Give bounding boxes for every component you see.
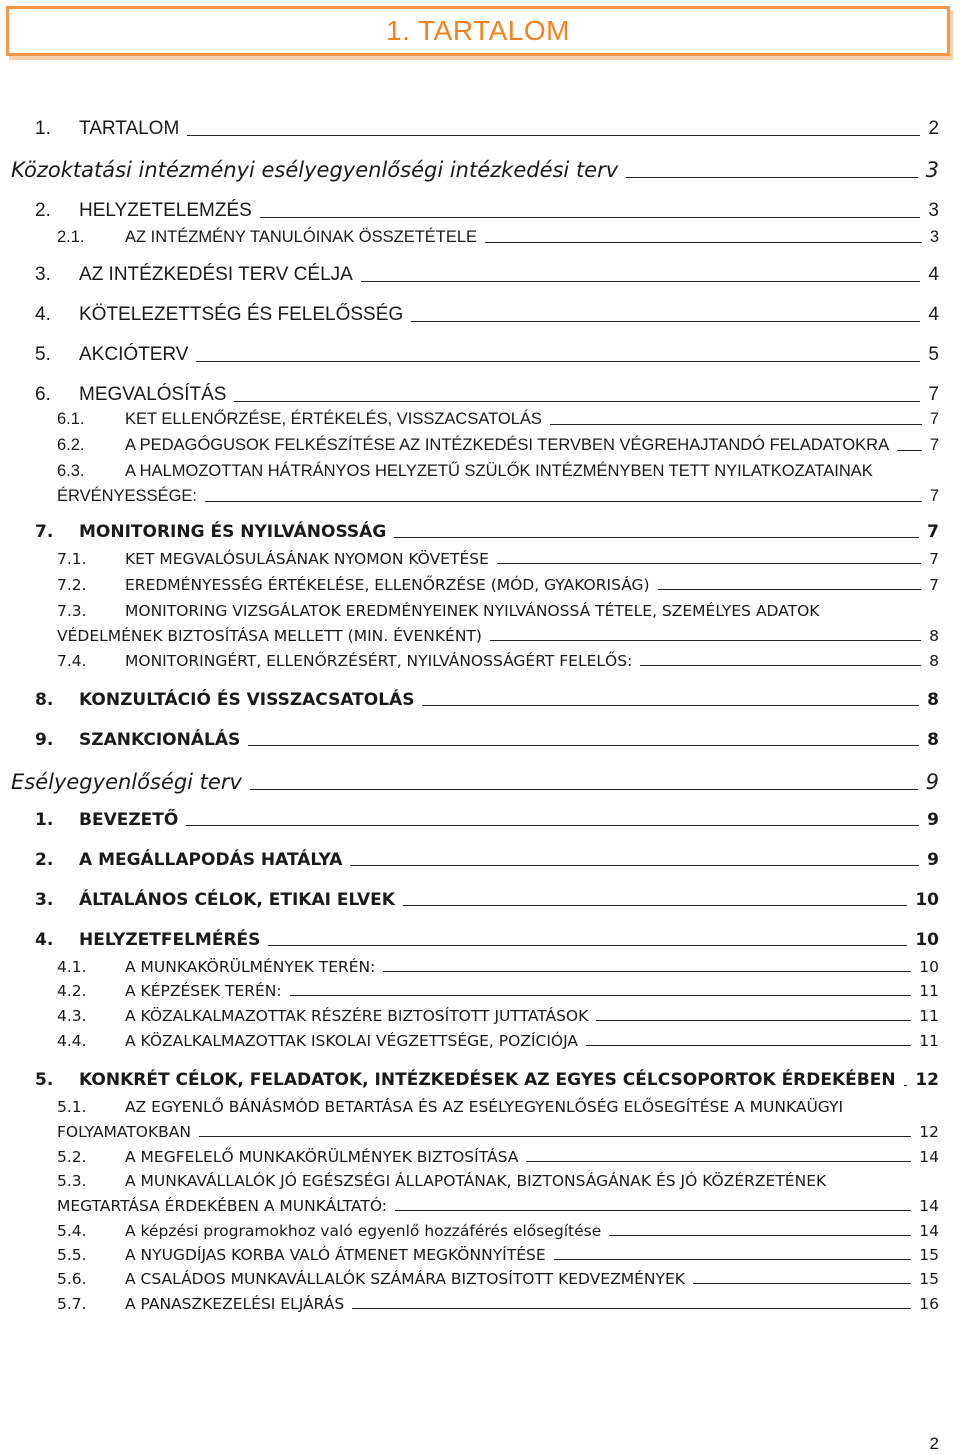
toc-page-number: 4	[928, 264, 939, 285]
toc-leader-line	[497, 563, 921, 564]
toc-leader-line	[626, 177, 917, 178]
toc-page-number: 2	[928, 118, 939, 139]
toc-entry[interactable]	[0, 930, 960, 950]
toc-entry[interactable]	[0, 958, 960, 976]
toc-entry[interactable]	[0, 982, 960, 1000]
toc-entry-title-continued: MEGTARTÁSA ÉRDEKÉBEN A MUNKÁLTATÓ:	[57, 1197, 387, 1215]
toc-page-number: 8	[927, 730, 939, 750]
toc-entry-number: 7.1.	[57, 550, 87, 568]
toc-page-number: 14	[919, 1222, 939, 1240]
toc-entry-number: 2.1.	[57, 228, 85, 246]
toc-page-number: 7	[927, 522, 939, 542]
toc-page-number: 5	[928, 344, 939, 365]
toc-entry[interactable]	[0, 304, 960, 326]
toc-page-number: 10	[915, 890, 939, 910]
toc-page-number: 8	[929, 652, 939, 670]
toc-entry[interactable]	[0, 850, 960, 870]
toc-leader-line	[596, 1020, 911, 1021]
toc-page-number: 7	[929, 550, 939, 568]
toc-entry-number: 5.7.	[57, 1295, 87, 1313]
toc-entry-title: AZ INTÉZMÉNY TANULÓINAK ÖSSZETÉTELE	[125, 228, 478, 246]
page-number: 2	[929, 1434, 939, 1453]
toc-leader-line	[205, 501, 922, 502]
toc-page-number: 12	[915, 1070, 939, 1090]
toc-entry[interactable]	[0, 200, 960, 222]
toc-entry-number: 5.1.	[57, 1098, 87, 1116]
toc-entry[interactable]	[0, 890, 960, 910]
toc-leader-line	[422, 705, 919, 706]
toc-entry-line2[interactable]	[0, 1123, 960, 1141]
toc-entry-title: HELYZETELEMZÉS	[79, 200, 252, 221]
toc-leader-line	[234, 401, 920, 402]
toc-entry-title: A HALMOZOTTAN HÁTRÁNYOS HELYZETŰ SZÜLŐK INTÉZMÉNYBEN TETT NYILATKOZATAINAK	[125, 462, 873, 480]
toc-entry-title: HELYZETFELMÉRÉS	[79, 930, 261, 950]
toc-entry-title: A CSALÁDOS MUNKAVÁLLALÓK SZÁMÁRA BIZTOSÍTOTT KEDVEZMÉNYEK	[125, 1270, 685, 1288]
toc-leader-line	[897, 450, 922, 451]
toc-entry-line2[interactable]	[0, 627, 960, 645]
toc-entry-number: 6.2.	[57, 436, 85, 454]
toc-leader-line	[250, 789, 918, 790]
toc-entry-number: 2.	[35, 850, 54, 870]
toc-page-number: 15	[919, 1270, 939, 1288]
toc-entry[interactable]	[0, 264, 960, 286]
toc-page-number: 7	[929, 487, 939, 505]
toc-entry-number: 5.5.	[57, 1246, 87, 1264]
toc-entry-title: KONKRÉT CÉLOK, FELADATOK, INTÉZKEDÉSEK AZ EGYES CÉLCSOPORTOK ÉRDEKÉBEN	[79, 1070, 896, 1090]
toc-section-heading[interactable]	[0, 770, 960, 794]
toc-entry-number: 2.	[35, 200, 51, 221]
toc-entry-title: A MUNKAKÖRÜLMÉNYEK TERÉN:	[125, 958, 376, 976]
toc-entry-title: A MUNKAVÁLLALÓK JÓ EGÉSZSÉGI ÁLLAPOTÁNAK, BIZTONSÁGÁNAK ÉS JÓ KÖZÉRZETÉNEK	[125, 1172, 827, 1190]
toc-page-number: 9	[925, 770, 939, 794]
toc-page-number: 7	[929, 410, 939, 428]
toc-entry[interactable]	[0, 730, 960, 750]
toc-entry-number: 5.6.	[57, 1270, 87, 1288]
toc-entry-title: KONZULTÁCIÓ ÉS VISSZACSATOLÁS	[79, 690, 415, 710]
toc-entry-title: MONITORINGÉRT, ELLENŐRZÉSÉRT, NYILVÁNOSSÁGÉRT FELELŐS:	[125, 652, 633, 670]
toc-entry[interactable]	[0, 1070, 960, 1090]
toc-entry-number: 4.2.	[57, 982, 87, 1000]
toc-leader-line	[485, 242, 922, 243]
toc-entry-number: 3.	[35, 890, 54, 910]
toc-entry-title: A NYUGDÍJAS KORBA VALÓ ÁTMENET MEGKÖNNYÍTÉSE	[125, 1246, 546, 1264]
toc-leader-line	[290, 995, 912, 996]
toc-entry-number: 9.	[35, 730, 54, 750]
toc-entry[interactable]	[0, 1270, 960, 1288]
toc-page-number: 3	[928, 200, 939, 221]
toc-leader-line	[693, 1283, 911, 1284]
toc-page-number: 11	[919, 982, 939, 1000]
toc-entry-title: ÁLTALÁNOS CÉLOK, ETIKAI ELVEK	[79, 890, 395, 910]
toc-entry-title: MEGVALÓSÍTÁS	[79, 384, 227, 405]
toc-entry[interactable]	[0, 228, 960, 247]
toc-page-number: 11	[919, 1007, 939, 1025]
toc-entry[interactable]	[0, 344, 960, 366]
toc-entry-number: 7.3.	[57, 602, 87, 620]
toc-page-number: 3	[929, 228, 939, 246]
toc-leader-line	[394, 537, 919, 538]
toc-entry-number: 7.	[35, 522, 54, 542]
toc-leader-line	[658, 589, 922, 590]
toc-entry-title: EREDMÉNYESSÉG ÉRTÉKELÉSE, ELLENŐRZÉSE (MÓD, GYAKORISÁG)	[125, 576, 650, 594]
toc-page-number: 7	[928, 384, 939, 405]
toc-leader-line	[187, 135, 920, 136]
toc-entry[interactable]	[0, 1148, 960, 1166]
toc-entry-line2[interactable]	[0, 1197, 960, 1215]
toc-page-number: 9	[927, 850, 939, 870]
toc-entry[interactable]	[0, 690, 960, 710]
toc-entry-title: A MEGÁLLAPODÁS HATÁLYA	[79, 850, 343, 870]
toc-entry-number: 4.1.	[57, 958, 87, 976]
toc-entry-title: AZ EGYENLŐ BÁNÁSMÓD BETARTÁSA ÉS AZ ESÉLYEGYENLŐSÉG ELŐSEGÍTÉSE A MUNKAÜGYI	[125, 1098, 844, 1116]
toc-entry[interactable]	[0, 1032, 960, 1050]
toc-page-number: 9	[927, 810, 939, 830]
header-box	[6, 6, 950, 56]
toc-page-number: 15	[919, 1246, 939, 1264]
toc-leader-line	[609, 1235, 911, 1236]
toc-leader-line	[186, 825, 919, 826]
toc-entry-number: 5.2.	[57, 1148, 87, 1166]
toc-leader-line	[268, 945, 907, 946]
toc-entry-number: 3.	[35, 264, 51, 285]
toc-entry-title-continued: ÉRVÉNYESSÉGE:	[57, 487, 198, 505]
toc-page-number: 16	[919, 1295, 939, 1313]
toc-entry-number: 4.	[35, 930, 54, 950]
toc-entry-title: A PEDAGÓGUSOK FELKÉSZÍTÉSE AZ INTÉZKEDÉSI TERVBEN VÉGREHAJTANDÓ FELADATOKRA	[125, 436, 890, 454]
toc-entry[interactable]	[0, 1222, 960, 1240]
toc-entry-title: A PANASZKEZELÉSI ELJÁRÁS	[125, 1295, 345, 1313]
toc-entry-line1[interactable]	[0, 1098, 960, 1116]
toc-leader-line	[550, 424, 922, 425]
toc-leader-line	[352, 1308, 911, 1309]
toc-entry[interactable]	[0, 810, 960, 830]
toc-entry-title: KÖTELEZETTSÉG ÉS FELELŐSSÉG	[79, 304, 404, 325]
toc-leader-line	[350, 865, 919, 866]
toc-leader-line	[526, 1161, 911, 1162]
toc-entry-title: AZ INTÉZKEDÉSI TERV CÉLJA	[79, 264, 353, 285]
toc-page-number: 12	[919, 1123, 939, 1141]
toc-entry[interactable]	[0, 410, 960, 429]
toc-entry[interactable]	[0, 652, 960, 670]
toc-entry-number: 1.	[35, 118, 51, 139]
toc-entry-number: 4.4.	[57, 1032, 87, 1050]
toc-page-number: 7	[929, 576, 939, 594]
page-title: 1. TARTALOM	[386, 15, 570, 46]
toc-entry-line1[interactable]	[0, 462, 960, 481]
toc-entry-title: MONITORING VIZSGÁLATOK EREDMÉNYEINEK NYILVÁNOSSÁ TÉTELE, SZEMÉLYES ADATOK	[125, 602, 820, 620]
toc-page-number: 3	[925, 158, 939, 182]
toc-entry-title: A KÖZALKALMAZOTTAK ISKOLAI VÉGZETTSÉGE, POZÍCIÓJA	[125, 1032, 579, 1050]
toc-entry-number: 6.1.	[57, 410, 85, 428]
toc-entry[interactable]	[0, 1246, 960, 1264]
toc-page-number: 7	[929, 436, 939, 454]
toc-entry-line1[interactable]	[0, 1172, 960, 1190]
toc-entry-number: 5.	[35, 1070, 54, 1090]
toc-entry-title: Közoktatási intézményi esélyegyenlőségi intézkedési terv	[11, 158, 619, 182]
toc-entry-number: 7.2.	[57, 576, 87, 594]
toc-entry-title: TARTALOM	[79, 118, 180, 139]
toc-leader-line	[640, 665, 921, 666]
toc-entry-title: BEVEZETŐ	[79, 810, 179, 830]
toc-page-number: 10	[919, 958, 939, 976]
toc-entry-line2[interactable]	[0, 487, 960, 506]
toc-entry[interactable]	[0, 436, 960, 455]
toc-entry-line1[interactable]	[0, 602, 960, 620]
toc-entry-title: A képzési programokhoz való egyenlő hozzáférés elősegítése	[125, 1222, 602, 1240]
toc-page-number: 8	[927, 690, 939, 710]
toc-leader-line	[490, 640, 921, 641]
toc-leader-line	[904, 1085, 908, 1086]
toc-section-heading[interactable]	[0, 158, 960, 182]
toc-page-number: 14	[919, 1197, 939, 1215]
toc-entry-number: 7.4.	[57, 652, 87, 670]
toc-leader-line	[196, 361, 920, 362]
toc-entry-number: 6.	[35, 384, 51, 405]
toc-page-number: 14	[919, 1148, 939, 1166]
toc-leader-line	[395, 1210, 911, 1211]
toc-leader-line	[383, 971, 911, 972]
toc-entry[interactable]	[0, 384, 960, 406]
toc-page-number: 8	[929, 627, 939, 645]
toc-entry-number: 1.	[35, 810, 54, 830]
toc-leader-line	[361, 281, 921, 282]
toc-entry[interactable]	[0, 576, 960, 594]
toc-page-number: 4	[928, 304, 939, 325]
toc-entry-number: 5.	[35, 344, 51, 365]
toc-leader-line	[199, 1136, 911, 1137]
toc-entry-number: 4.3.	[57, 1007, 87, 1025]
toc-leader-line	[260, 217, 921, 218]
toc-entry[interactable]	[0, 1007, 960, 1025]
toc-entry-number: 6.3.	[57, 462, 85, 480]
toc-entry[interactable]	[0, 1295, 960, 1313]
toc-leader-line	[411, 321, 920, 322]
toc-page-number: 10	[915, 930, 939, 950]
toc-leader-line	[248, 745, 919, 746]
toc-entry-title: KET MEGVALÓSULÁSÁNAK NYOMON KÖVETÉSE	[125, 550, 489, 568]
toc-entry-number: 8.	[35, 690, 54, 710]
toc-entry-number: 4.	[35, 304, 51, 325]
toc-entry-title: KET ELLENŐRZÉSE, ÉRTÉKELÉS, VISSZACSATOLÁS	[125, 410, 542, 428]
toc-entry-title-continued: VÉDELMÉNEK BIZTOSÍTÁSA MELLETT (MIN. ÉVENKÉNT)	[57, 627, 482, 645]
toc-entry[interactable]	[0, 550, 960, 568]
toc-entry-number: 5.3.	[57, 1172, 87, 1190]
toc-entry-title: A MEGFELELŐ MUNKAKÖRÜLMÉNYEK BIZTOSÍTÁSA	[125, 1148, 519, 1166]
toc-entry-title: AKCIÓTERV	[79, 344, 189, 365]
toc-entry-title: SZANKCIONÁLÁS	[79, 730, 241, 750]
toc-entry-title-continued: FOLYAMATOKBAN	[57, 1123, 191, 1141]
toc-leader-line	[403, 905, 907, 906]
toc-entry-title: MONITORING ÉS NYILVÁNOSSÁG	[79, 522, 387, 542]
toc-entry-title: Esélyegyenlőségi terv	[11, 770, 242, 794]
toc-entry[interactable]	[0, 118, 960, 140]
toc-entry-title: A KÉPZÉSEK TERÉN:	[125, 982, 282, 1000]
toc-leader-line	[586, 1045, 911, 1046]
toc-entry-number: 5.4.	[57, 1222, 87, 1240]
toc-leader-line	[554, 1259, 912, 1260]
toc-entry-title: A KÖZALKALMAZOTTAK RÉSZÉRE BIZTOSÍTOTT JUTTATÁSOK	[125, 1007, 589, 1025]
toc-page-number: 11	[919, 1032, 939, 1050]
toc-entry[interactable]	[0, 522, 960, 542]
